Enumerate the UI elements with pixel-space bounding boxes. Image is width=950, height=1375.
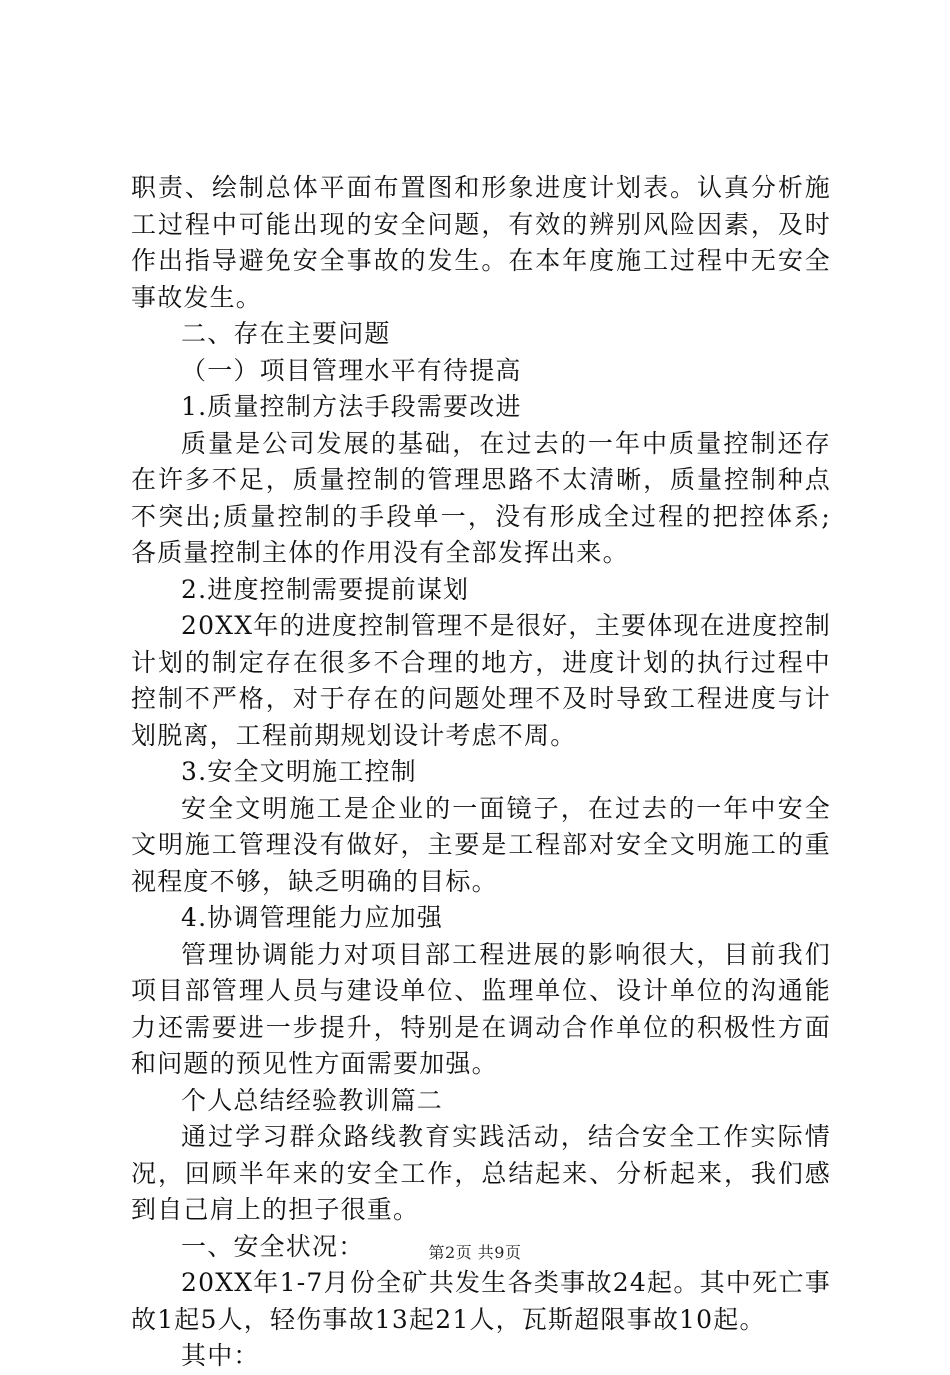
paragraph: 4.协调管理能力应加强 — [181, 903, 444, 932]
paragraph: 20XX年1-7月份全矿共发生各类事故24起。其中死亡事故1起5人，轻伤事故13起21人，瓦斯超限事故10起。 — [131, 1268, 831, 1334]
paragraph: 一、安全状况： — [181, 1231, 365, 1261]
paragraph: 20XX年的进度控制管理不是很好，主要体现在进度控制计划的制定存在很多不合理的地方，进度计划的执行过程中控制不严格，对于存在的问题处理不及时导致工程进度与计划脱离，工程前期规划设计考虑不周。 — [131, 611, 831, 750]
paragraph: 1.质量控制方法手段需要改进 — [181, 392, 522, 421]
paragraph: 个人总结经验教训篇二 — [181, 1085, 444, 1115]
document-body — [131, 170, 831, 1375]
paragraph: 3.安全文明施工控制 — [181, 757, 417, 786]
paragraph: 质量是公司发展的基础，在过去的一年中质量控制还存在许多不足，质量控制的管理思路不太清晰，质量控制种点不突出;质量控制的手段单一，没有形成全过程的把控体系;各质量控制主体的作用没有全部发挥出来。 — [131, 428, 831, 567]
paragraph: 2.进度控制需要提前谋划 — [181, 574, 470, 604]
paragraph: 通过学习群众路线教育实践活动，结合安全工作实际情况，回顾半年来的安全工作，总结起来、分析起来，我们感到自己肩上的担子很重。 — [131, 1122, 831, 1224]
page-footer: 第2页 共9页 — [428, 1243, 522, 1262]
paragraph: 职责、绘制总体平面布置图和形象进度计划表。认真分析施工过程中可能出现的安全问题，有效的辨别风险因素，及时作出指导避免安全事故的发生。在本年度施工过程中无安全事故发生。 — [131, 173, 831, 312]
paragraph: 其中： — [181, 1341, 260, 1370]
paragraph: 安全文明施工是企业的一面镜子，在过去的一年中安全文明施工管理没有做好，主要是工程部对安全文明施工的重视程度不够，缺乏明确的目标。 — [131, 793, 831, 896]
paragraph: 二、存在主要问题 — [181, 319, 391, 348]
paragraph: （一）项目管理水平有待提高 — [181, 355, 522, 385]
paragraph: 管理协调能力对项目部工程进展的影响很大，目前我们项目部管理人员与建设单位、监理单位、设计单位的沟通能力还需要进一步提升，特别是在调动合作单位的积极性方面和问题的预见性方面需要加强。 — [131, 939, 831, 1078]
